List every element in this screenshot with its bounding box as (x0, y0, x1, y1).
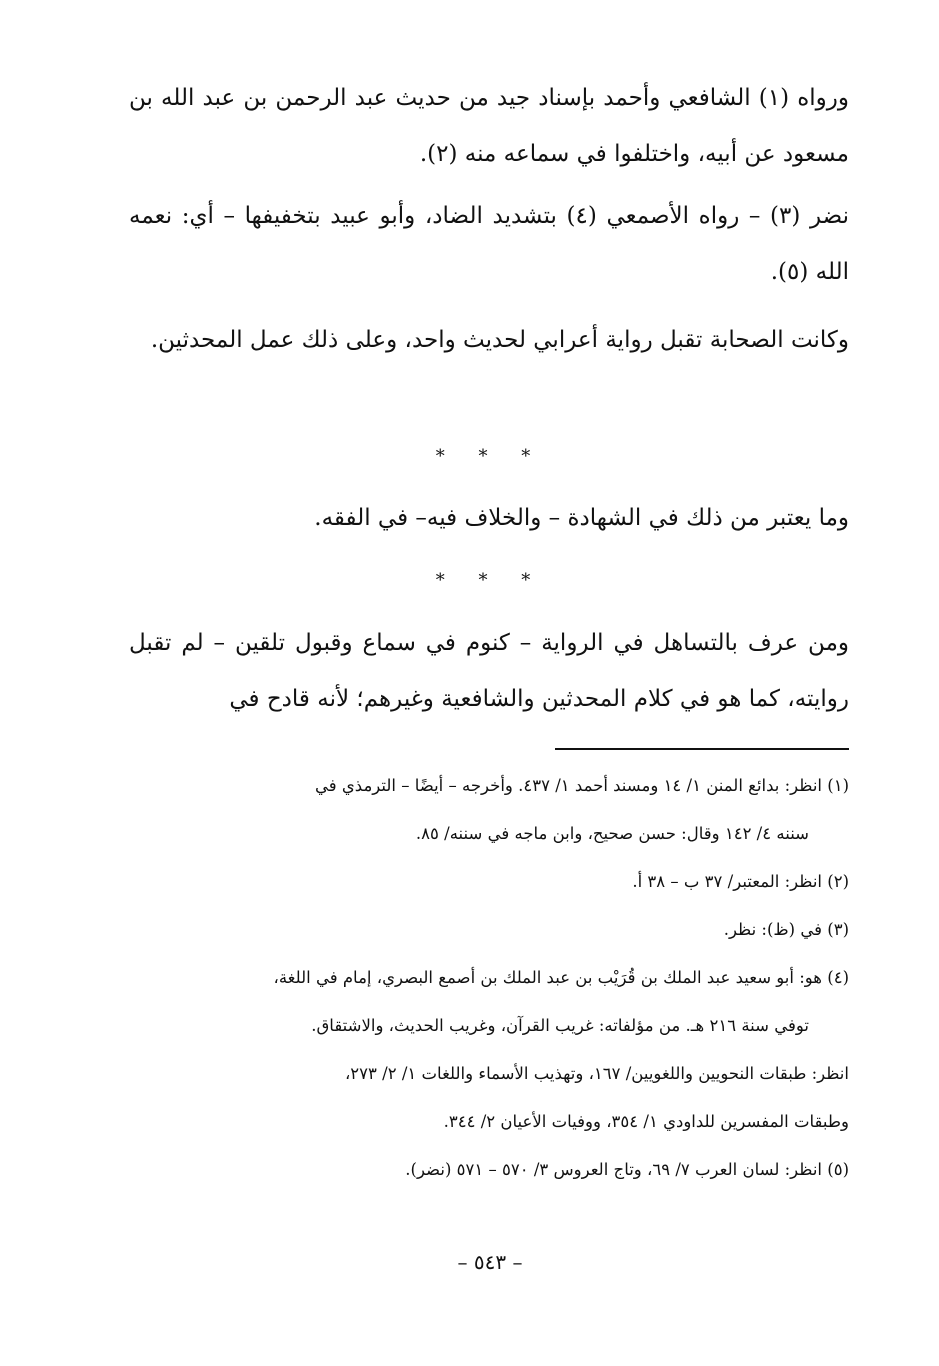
footnote-2: (٢) انظر: المعتبر/ ٣٧ ب – ٣٨ أ. (632, 872, 849, 891)
paragraph-3 (129, 312, 849, 368)
paragraph-1 (129, 70, 849, 182)
footnote-4-line-1: (٤) هو: أبو سعيد عبد الملك بن قُرَيْب بن عبد الملك بن أصمع البصري، إمام في اللغة، (273, 968, 849, 987)
footnote-4-line-3: انظر: طبقات النحويين واللغويين/ ١٦٧، وتهذيب الأسماء واللغات ١/ ٢/ ٢٧٣، (344, 1064, 849, 1083)
footnote-1-line-2: سننه ٤/ ١٤٢ وقال: حسن صحيح، وابن ماجه في سننه/ ٨٥. (415, 824, 809, 843)
paragraph-1-text: ورواه (١) الشافعي وأحمد بإسناد جيد من حديث عبد الرحمن بن عبد الله بن مسعود عن أبيه، واختلفوا في سماعه منه (٢). (129, 85, 849, 167)
paragraph-2-text: نضر (٣) – رواه الأصمعي (٤) بتشديد الضاد، وأبو عبيد بتخفيفها – أي: نعمه الله (٥). (129, 203, 849, 285)
paragraph-2 (129, 188, 849, 300)
paragraph-5-text: ومن عرف بالتساهل في الرواية – كنوم في سماع وقبول تلقين – لم تقبل روايته، كما هو في كلام المحدثين والشافعية وغيرهم؛ لأنه قادح في (129, 630, 849, 712)
footnote-3: (٣) في (ظ): نظر. (723, 920, 849, 939)
footnote-4-line-4: وطبقات المفسرين للداودي ١/ ٣٥٤، ووفيات الأعيان ٢/ ٣٤٤. (443, 1112, 849, 1131)
footnote-4-line-2: توفي سنة ٢١٦ هـ. من مؤلفاته: غريب القرآن، وغريب الحديث، والاشتقاق. (311, 1016, 809, 1035)
paragraph-5 (129, 615, 849, 727)
footnote-5: (٥) انظر: لسان العرب ٧/ ٦٩، وتاج العروس ٣/ ٥٧٠ – ٥٧١ (نضر). (405, 1160, 849, 1179)
section-divider-2: * * * (435, 570, 545, 591)
footnote-separator (555, 748, 849, 750)
footnote-1-line-1: (١) انظر: بدائع المنن ١/ ١٤ ومسند أحمد ١/ ٤٣٧. وأخرجه – أيضًا – الترمذي في (315, 776, 849, 795)
section-divider-1: * * * (435, 446, 545, 467)
page-number: – ٥٤٣ – (457, 1250, 523, 1274)
paragraph-3-text: وكانت الصحابة تقبل رواية أعرابي لحديث واحد، وعلى ذلك عمل المحدثين. (150, 327, 849, 353)
paragraph-4-text: وما يعتبر من ذلك في الشهادة – والخلاف فيه– في الفقه. (314, 505, 849, 531)
paragraph-4 (129, 490, 849, 546)
footnotes (124, 762, 849, 1194)
